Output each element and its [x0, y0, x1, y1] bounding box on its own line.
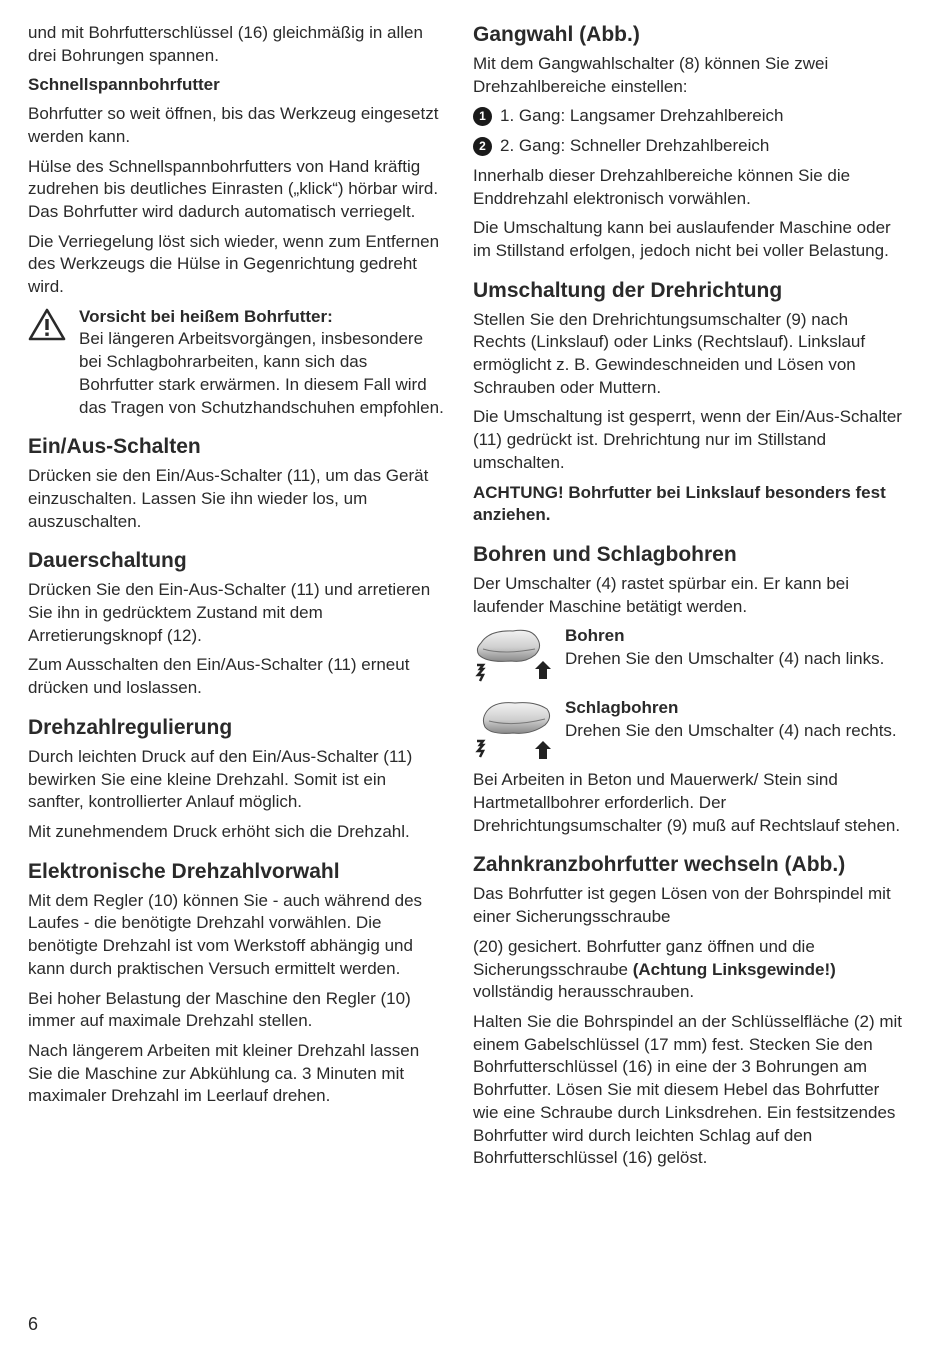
heading-umschaltung-drehrichtung: Umschaltung der Drehrichtung	[473, 278, 783, 302]
gear-1-text: 1. Gang: Langsamer Drehzahlbereich	[500, 106, 784, 126]
gear-1-item	[473, 105, 903, 128]
mode-schlagbohren-title: Schlagbohren	[565, 698, 679, 718]
paragraph: Der Umschalter (4) rastet spürbar ein. Er kann bei laufender Maschine betätigt werden.	[473, 573, 850, 616]
paragraph: Hülse des Schnellspannbohrfutters von Hand kräftig zudrehen bis deutliches Einrasten („klick“) hörbar wird. Das Bohrfutter wird dadurch automatisch verriegelt.	[28, 156, 439, 221]
gear-2-text: 2. Gang: Schneller Drehzahlbereich	[500, 136, 770, 156]
paragraph: Mit dem Regler (10) können Sie - auch während des Laufes - die benötigte Drehzahl vorwählen. Die benötigte Drehzahl ist vom Werkstoff abhängig und kann durch praktischen Versuch ermittelt werden.	[28, 890, 423, 978]
heading-ein-aus-schalten: Ein/Aus-Schalten	[28, 435, 201, 459]
paragraph	[473, 936, 903, 1004]
paragraph: Mit dem Gangwahlschalter (8) können Sie zwei Drehzahlbereiche einstellen:	[473, 54, 829, 96]
paragraph: Bei hoher Belastung der Maschine den Regler (10) immer auf maximale Drehzahl stellen.	[28, 988, 411, 1031]
heading-dauerschaltung: Dauerschaltung	[28, 549, 187, 573]
warning-triangle-icon	[28, 306, 79, 420]
paragraph: Drücken Sie den Ein-Aus-Schalter (11) und arretieren Sie ihn in gedrücktem Zustand mit dem Arretierungsknopf (12).	[28, 580, 431, 645]
paragraph: Innerhalb dieser Drehzahlbereiche können Sie die Enddrehzahl elektronisch vorwählen.	[473, 165, 851, 208]
mode-bohren-title: Bohren	[565, 626, 625, 646]
paragraph: und mit Bohrfutterschlüssel (16) gleichmäßig in allen drei Bohrungen spannen.	[28, 23, 423, 65]
mode-bohren-text: Drehen Sie den Umschalter (4) nach links.	[565, 649, 885, 669]
page-number: 6	[28, 1314, 39, 1334]
paragraph-part: vollständig herausschrauben.	[473, 982, 695, 1002]
paragraph: Halten Sie die Bohrspindel an der Schlüsselfläche (2) mit einem Gabelschlüssel (17 mm) fest. Stecken Sie den Bohrfutterschlüssel (16) in eine der 3 Bohrungen am Bohrfutter. Lösen Sie mit diesem Hebel das Bohrfutter wie eine Schraube durch Linksdrehen. Ein festsitzendes Bohrfutter wird durch leichten Schlag auf den Bohrfutterschlüssel (16) gelöst.	[473, 1011, 903, 1168]
heading-gangwahl: Gangwahl (Abb.)	[473, 23, 640, 46]
warning-note	[28, 306, 446, 420]
paragraph: Zum Ausschalten den Ein/Aus-Schalter (11) erneut drücken und loslassen.	[28, 655, 410, 698]
heading-drehzahlregulierung: Drehzahlregulierung	[28, 715, 233, 739]
paragraph: Die Verriegelung löst sich wieder, wenn zum Entfernen des Werkzeugs die Hülse in Gegenrichtung gedreht wird.	[28, 231, 440, 297]
mode-schlagbohren	[473, 697, 903, 765]
right-column	[473, 22, 903, 1177]
drill-mode-switch-icon	[473, 625, 565, 693]
achtung-note: ACHTUNG! Bohrfutter bei Linkslauf besonders fest anziehen.	[473, 482, 886, 525]
number-1-icon: 1	[473, 107, 492, 126]
mode-bohren	[473, 625, 903, 693]
heading-bohren-schlagbohren: Bohren und Schlagbohren	[473, 542, 737, 566]
number-2-icon: 2	[473, 137, 492, 156]
mode-schlagbohren-text: Drehen Sie den Umschalter (4) nach rechts.	[565, 721, 897, 741]
paragraph: Nach längerem Arbeiten mit kleiner Drehzahl lassen Sie die Maschine zur Abkühlung ca. 3 Minuten mit maximaler Drehzahl im Leerlauf drehen.	[28, 1040, 420, 1106]
paragraph: Die Umschaltung kann bei auslaufender Maschine oder im Stillstand erfolgen, jedoch nicht bei voller Belastung.	[473, 218, 891, 260]
paragraph-part: (20) gesichert. Bohrfutter ganz öffnen und die Sicherungsschraube	[473, 936, 815, 979]
warning-text: Bei längeren Arbeitsvorgängen, insbesondere bei Schlagbohrarbeiten, kann sich das Bohrfutter stark erwärmen. In diesem Fall wird das Tragen von Schutzhandschuhen empfohlen.	[79, 329, 444, 417]
paragraph: Die Umschaltung ist gesperrt, wenn der Ein/Aus-Schalter (11) gedrückt ist. Drehrichtung nur im Stillstand umschalten.	[473, 407, 902, 472]
heading-elektronische-drehzahlvorwahl: Elektronische Drehzahlvorwahl	[28, 859, 340, 883]
paragraph: Das Bohrfutter ist gegen Lösen von der Bohrspindel mit einer Sicherungsschraube	[473, 884, 891, 927]
paragraph: Mit zunehmendem Druck erhöht sich die Drehzahl.	[28, 821, 410, 841]
paragraph: Drücken sie den Ein/Aus-Schalter (11), um das Gerät einzuschalten. Lassen Sie ihn wieder los, um auszuschalten.	[28, 466, 429, 531]
paragraph: Bohrfutter so weit öffnen, bis das Werkzeug eingesetzt werden kann.	[28, 104, 439, 146]
left-column	[28, 22, 446, 1115]
paragraph: Durch leichten Druck auf den Ein/Aus-Schalter (11) bewirken Sie eine kleine Drehzahl. Somit ist ein sanfter, kontrollierter Anlauf möglich.	[28, 746, 413, 812]
paragraph: Stellen Sie den Drehrichtungsumschalter (9) nach Rechts (Linkslauf) oder Links (Rechtslauf). Linkslauf ermöglicht z. B. Gewindeschneiden und Lösen von Schrauben oder Muttern.	[473, 309, 866, 397]
hammer-drill-mode-switch-icon	[473, 697, 565, 765]
gear-2-item	[473, 135, 903, 158]
heading-zahnkranzbohrfutter: Zahnkranzbohrfutter wechseln (Abb.)	[473, 853, 846, 877]
subheading-schnellspannbohrfutter: Schnellspannbohrfutter	[28, 75, 220, 95]
left-thread-warning: (Achtung Linksgewinde!)	[632, 959, 836, 979]
paragraph: Bei Arbeiten in Beton und Mauerwerk/ Stein sind Hartmetallbohrer erforderlich. Der Drehrichtungsumschalter (9) muß auf Rechtslauf stehen.	[473, 770, 901, 835]
warning-title: Vorsicht bei heißem Bohrfutter:	[79, 306, 333, 326]
